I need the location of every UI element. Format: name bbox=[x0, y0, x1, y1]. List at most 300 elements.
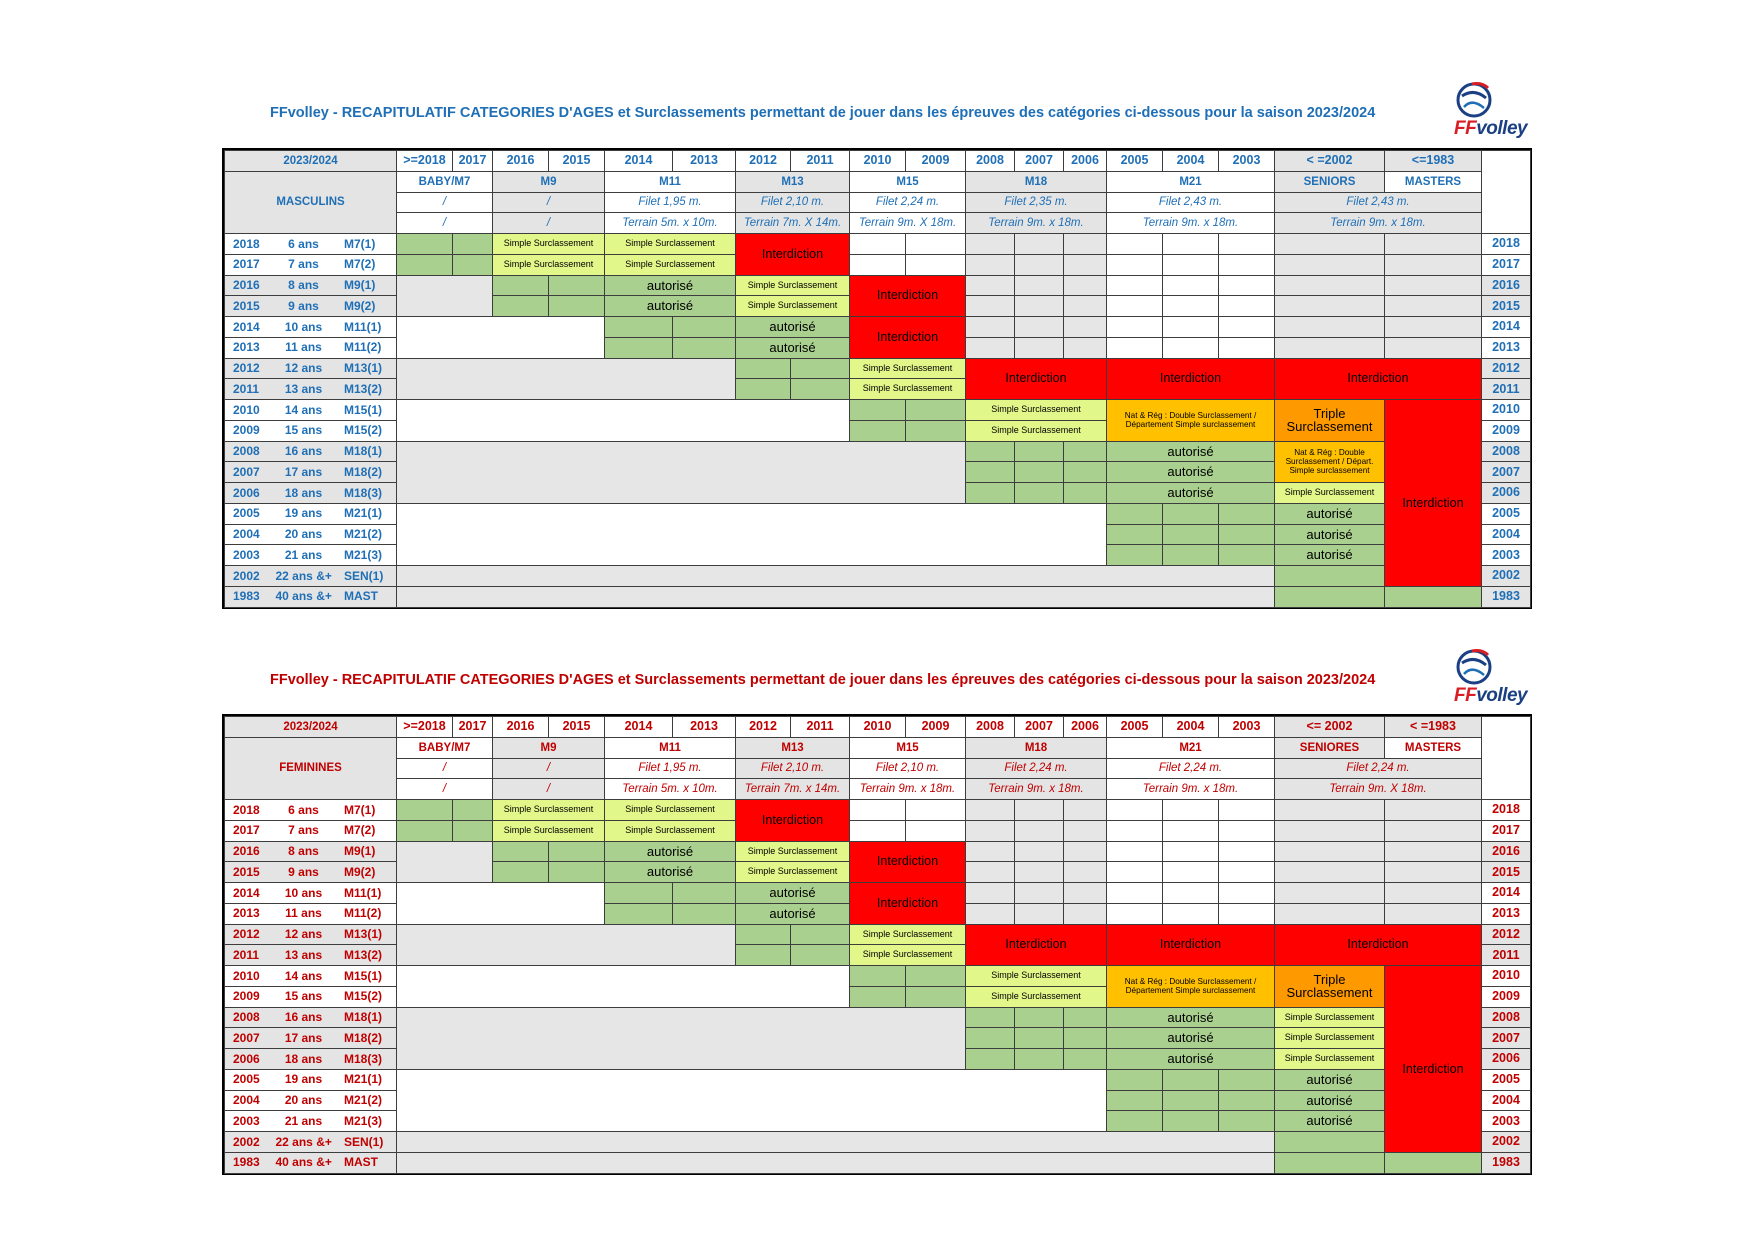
row-age: 20 ans bbox=[284, 1093, 323, 1108]
blank-cell bbox=[1063, 482, 1107, 504]
row-label bbox=[224, 378, 397, 400]
blank-cell bbox=[1014, 441, 1064, 463]
row-end-year: 2002 bbox=[1481, 565, 1531, 587]
row-year: 2011 bbox=[233, 381, 260, 396]
empty-cell bbox=[1162, 799, 1219, 821]
row-label bbox=[224, 986, 397, 1008]
filet-height: Filet 2,43 m. bbox=[1106, 192, 1275, 214]
category-header: M18 bbox=[965, 171, 1107, 193]
row-age: 12 ans bbox=[284, 927, 323, 942]
year-header: >=2018 bbox=[396, 716, 453, 738]
year-header: 2011 bbox=[790, 716, 850, 738]
blank-cell bbox=[452, 254, 493, 276]
blank-cell bbox=[396, 799, 453, 821]
row-label bbox=[224, 944, 397, 966]
row-age: 11 ans bbox=[285, 906, 322, 921]
row-category: M13(1) bbox=[344, 361, 383, 376]
terrain-size: / bbox=[396, 778, 493, 800]
empty-cell bbox=[1218, 233, 1275, 255]
row-year: 2009 bbox=[233, 989, 260, 1004]
category-header: M18 bbox=[965, 737, 1107, 759]
filet-height: / bbox=[396, 758, 493, 780]
empty-cell bbox=[1063, 316, 1107, 338]
empty-cell bbox=[965, 275, 1015, 297]
blank-cell bbox=[735, 378, 791, 400]
row-year: 2003 bbox=[233, 547, 260, 562]
empty-cell bbox=[965, 861, 1015, 883]
simple-surclassement-cell: Simple Surclassement bbox=[604, 233, 736, 255]
row-label bbox=[224, 482, 397, 504]
row-year: 2012 bbox=[233, 361, 260, 376]
blank-cell bbox=[1014, 482, 1064, 504]
empty-cell bbox=[1274, 233, 1385, 255]
row-year: 2005 bbox=[233, 1072, 260, 1087]
empty-cell bbox=[1384, 233, 1482, 255]
simple-surclassement-cell: Simple Surclassement bbox=[735, 295, 850, 317]
filet-height: Filet 2,24 m. bbox=[1106, 758, 1275, 780]
blank-cell bbox=[735, 924, 791, 946]
blank-cell bbox=[1063, 1048, 1107, 1070]
row-age: 6 ans bbox=[288, 236, 319, 251]
empty-cell bbox=[965, 254, 1015, 276]
blank-cell bbox=[452, 820, 493, 842]
empty-cell bbox=[1274, 295, 1385, 317]
row-category: M7(2) bbox=[344, 823, 376, 838]
empty-cell bbox=[1384, 254, 1482, 276]
empty-cell bbox=[1162, 820, 1219, 842]
double-surclassement-cell: Nat & Rég : Double Surclassement / Départ. Simple surclassement bbox=[1274, 441, 1385, 484]
row-label bbox=[224, 420, 397, 442]
empty-cell bbox=[1218, 337, 1275, 359]
empty-cell bbox=[1274, 820, 1385, 842]
autorise-cell: autorisé bbox=[735, 882, 850, 904]
filet-height: Filet 2,10 m. bbox=[735, 192, 850, 214]
blank-cell bbox=[965, 441, 1015, 463]
row-label bbox=[224, 461, 397, 483]
blank-cell bbox=[396, 1131, 1275, 1153]
autorise-cell: autorisé bbox=[604, 295, 736, 317]
simple-surclassement-cell: Simple Surclassement bbox=[604, 820, 736, 842]
blank-cell bbox=[1274, 1131, 1385, 1153]
simple-surclassement-cell: Simple Surclassement bbox=[965, 399, 1107, 421]
year-header: 2005 bbox=[1106, 716, 1163, 738]
year-header: 2007 bbox=[1014, 716, 1064, 738]
year-header: 2010 bbox=[849, 716, 906, 738]
blank-cell bbox=[452, 233, 493, 255]
empty-cell bbox=[1063, 295, 1107, 317]
category-header: SENIORS bbox=[1274, 171, 1385, 193]
blank-cell bbox=[790, 944, 850, 966]
terrain-size: / bbox=[492, 212, 605, 234]
autorise-cell: autorisé bbox=[735, 903, 850, 925]
section-label: MASCULINS bbox=[224, 171, 397, 234]
empty-cell bbox=[965, 882, 1015, 904]
empty-cell bbox=[1106, 903, 1163, 925]
empty-cell bbox=[1162, 254, 1219, 276]
empty-cell bbox=[1384, 316, 1482, 338]
filet-height: Filet 2,24 m. bbox=[849, 192, 966, 214]
row-label bbox=[224, 882, 397, 904]
category-header: BABY/M7 bbox=[396, 737, 493, 759]
blank-cell bbox=[1162, 1090, 1219, 1112]
blank-cell bbox=[965, 1007, 1015, 1029]
category-header: M21 bbox=[1106, 171, 1275, 193]
empty-cell bbox=[1063, 233, 1107, 255]
empty-cell bbox=[1106, 337, 1163, 359]
blank-cell bbox=[396, 316, 605, 359]
simple-surclassement-cell: Simple Surclassement bbox=[1274, 1048, 1385, 1070]
empty-cell bbox=[1106, 820, 1163, 842]
triple-surclassement-cell: Triple Surclassement bbox=[1274, 399, 1385, 442]
empty-cell bbox=[1274, 254, 1385, 276]
year-header: >=2018 bbox=[396, 150, 453, 172]
category-header: M21 bbox=[1106, 737, 1275, 759]
category-header: M15 bbox=[849, 171, 966, 193]
row-year: 2002 bbox=[233, 1134, 260, 1149]
empty-cell bbox=[1063, 841, 1107, 863]
blank-cell bbox=[1274, 1152, 1385, 1174]
empty-cell bbox=[1014, 841, 1064, 863]
row-end-year: 2013 bbox=[1481, 903, 1531, 925]
row-year: 2016 bbox=[233, 278, 260, 293]
row-year: 2012 bbox=[233, 927, 260, 942]
row-label bbox=[224, 524, 397, 546]
interdiction-cell: Interdiction bbox=[735, 233, 850, 276]
category-header: MASTERS bbox=[1384, 171, 1482, 193]
row-year: 2009 bbox=[233, 423, 260, 438]
filet-height: Filet 2,10 m. bbox=[735, 758, 850, 780]
row-end-year: 2009 bbox=[1481, 986, 1531, 1008]
autorise-cell: autorisé bbox=[604, 861, 736, 883]
year-header: 2011 bbox=[790, 150, 850, 172]
row-year: 2013 bbox=[233, 340, 260, 355]
blank-cell bbox=[396, 254, 453, 276]
row-category: M9(2) bbox=[344, 298, 376, 313]
row-year: 2010 bbox=[233, 402, 260, 417]
simple-surclassement-cell: Simple Surclassement bbox=[492, 254, 605, 276]
row-label bbox=[224, 503, 397, 525]
row-end-year: 2015 bbox=[1481, 295, 1531, 317]
blank-cell bbox=[604, 316, 673, 338]
blank-cell bbox=[1063, 441, 1107, 463]
row-age: 7 ans bbox=[288, 823, 319, 838]
empty-cell bbox=[1014, 903, 1064, 925]
row-category: MAST bbox=[344, 1155, 378, 1170]
row-category: M9(2) bbox=[344, 864, 376, 879]
blank-cell bbox=[965, 1048, 1015, 1070]
simple-surclassement-cell: Simple Surclassement bbox=[735, 841, 850, 863]
row-category: M11(1) bbox=[344, 319, 382, 334]
blank-cell bbox=[452, 799, 493, 821]
empty-cell bbox=[1162, 316, 1219, 338]
blank-cell bbox=[672, 337, 736, 359]
feminines-title: FFvolley - RECAPITULATIF CATEGORIES D'AGES et Surclassements permettant de jouer dans les épreuves des catégories ci-dessous pour la saison 2023/2024 bbox=[270, 672, 1376, 688]
empty-cell bbox=[905, 820, 966, 842]
row-age: 19 ans bbox=[284, 506, 323, 521]
blank-cell bbox=[396, 1069, 1107, 1132]
row-year: 2007 bbox=[233, 1030, 260, 1045]
row-end-year: 2005 bbox=[1481, 503, 1531, 525]
row-category: M21(1) bbox=[344, 506, 383, 521]
row-year: 2004 bbox=[233, 527, 260, 542]
simple-surclassement-cell: Simple Surclassement bbox=[849, 358, 966, 380]
blank-cell bbox=[965, 461, 1015, 483]
year-header: 2004 bbox=[1162, 716, 1219, 738]
blank-cell bbox=[735, 358, 791, 380]
blank-cell bbox=[1063, 1027, 1107, 1049]
terrain-size: Terrain 9m. x 18m. bbox=[1106, 778, 1275, 800]
blank-cell bbox=[1162, 544, 1219, 566]
blank-cell bbox=[396, 565, 1275, 587]
blank-cell bbox=[1274, 586, 1385, 608]
autorise-cell: autorisé bbox=[604, 275, 736, 297]
blank-cell bbox=[965, 482, 1015, 504]
autorise-cell: autorisé bbox=[1274, 1110, 1385, 1132]
row-age: 16 ans bbox=[284, 1010, 323, 1025]
row-category: M13(2) bbox=[344, 947, 383, 962]
row-year: 2008 bbox=[233, 444, 260, 459]
interdiction-cell: Interdiction bbox=[965, 358, 1107, 401]
empty-cell bbox=[965, 841, 1015, 863]
row-label bbox=[224, 337, 397, 359]
row-label bbox=[224, 316, 397, 338]
year-header: < =2002 bbox=[1274, 150, 1385, 172]
row-end-year: 1983 bbox=[1481, 1152, 1531, 1174]
blank-cell bbox=[396, 586, 1275, 608]
year-header: 2015 bbox=[548, 716, 605, 738]
blank-cell bbox=[905, 399, 966, 421]
simple-surclassement-cell: Simple Surclassement bbox=[965, 965, 1107, 987]
ffvolley-logo bbox=[1452, 647, 1532, 707]
year-header: 2006 bbox=[1063, 716, 1107, 738]
autorise-cell: autorisé bbox=[1274, 524, 1385, 546]
row-age: 22 ans &+ bbox=[275, 1134, 332, 1149]
empty-cell bbox=[1162, 295, 1219, 317]
autorise-cell: autorisé bbox=[1106, 1007, 1275, 1029]
terrain-size: Terrain 7m. X 14m. bbox=[735, 212, 850, 234]
row-year: 2002 bbox=[233, 568, 260, 583]
terrain-size: Terrain 9m. x 18m. bbox=[849, 778, 966, 800]
autorise-cell: autorisé bbox=[1106, 1048, 1275, 1070]
blank-cell bbox=[1384, 1152, 1482, 1174]
empty-cell bbox=[965, 316, 1015, 338]
simple-surclassement-cell: Simple Surclassement bbox=[965, 420, 1107, 442]
empty-cell bbox=[905, 799, 966, 821]
row-end-year: 2009 bbox=[1481, 420, 1531, 442]
row-year: 1983 bbox=[233, 589, 260, 604]
empty-cell bbox=[1218, 903, 1275, 925]
autorise-cell: autorisé bbox=[1106, 461, 1275, 483]
autorise-cell: autorisé bbox=[1106, 1027, 1275, 1049]
row-end-year: 2008 bbox=[1481, 441, 1531, 463]
blank-cell bbox=[604, 903, 673, 925]
year-header: 2005 bbox=[1106, 150, 1163, 172]
empty-cell bbox=[1014, 799, 1064, 821]
blank-cell bbox=[1106, 1090, 1163, 1112]
empty-cell bbox=[1384, 820, 1482, 842]
row-year: 2015 bbox=[233, 864, 260, 879]
empty-cell bbox=[1274, 841, 1385, 863]
blank-cell bbox=[965, 1027, 1015, 1049]
empty-cell bbox=[1274, 882, 1385, 904]
row-age: 18 ans bbox=[284, 1051, 323, 1066]
row-end-year: 2017 bbox=[1481, 254, 1531, 276]
empty-cell bbox=[905, 233, 966, 255]
row-end-year: 2006 bbox=[1481, 482, 1531, 504]
blank-cell bbox=[1106, 1110, 1163, 1132]
interdiction-cell: Interdiction bbox=[1384, 965, 1482, 1174]
blank-cell bbox=[1106, 524, 1163, 546]
year-header: 2013 bbox=[672, 150, 736, 172]
year-header: <=1983 bbox=[1384, 150, 1482, 172]
row-label bbox=[224, 841, 397, 863]
blank-cell bbox=[905, 986, 966, 1008]
row-age: 19 ans bbox=[284, 1072, 323, 1087]
category-header: BABY/M7 bbox=[396, 171, 493, 193]
interdiction-cell: Interdiction bbox=[1106, 924, 1275, 967]
blank-cell bbox=[1162, 524, 1219, 546]
row-age: 22 ans &+ bbox=[275, 568, 332, 583]
year-header: 2012 bbox=[735, 150, 791, 172]
terrain-size: Terrain 9m. X 18m. bbox=[1274, 778, 1482, 800]
year-header: 2012 bbox=[735, 716, 791, 738]
empty-cell bbox=[1218, 841, 1275, 863]
row-category: M18(2) bbox=[344, 464, 383, 479]
row-category: M7(1) bbox=[344, 802, 376, 817]
empty-cell bbox=[1063, 882, 1107, 904]
row-label bbox=[224, 1152, 397, 1174]
row-label bbox=[224, 1027, 397, 1049]
row-category: M18(3) bbox=[344, 1051, 383, 1066]
row-year: 2004 bbox=[233, 1093, 260, 1108]
row-year: 2017 bbox=[233, 257, 260, 272]
row-category: M21(2) bbox=[344, 1093, 383, 1108]
empty-cell bbox=[1106, 861, 1163, 883]
row-year: 2003 bbox=[233, 1113, 260, 1128]
row-age: 13 ans bbox=[284, 381, 323, 396]
empty-cell bbox=[905, 254, 966, 276]
row-end-year: 2010 bbox=[1481, 399, 1531, 421]
empty-cell bbox=[1218, 799, 1275, 821]
row-category: M7(1) bbox=[344, 236, 376, 251]
logo-volley: volley bbox=[1476, 118, 1528, 139]
row-category: M15(1) bbox=[344, 402, 383, 417]
ffvolley-logo bbox=[1452, 80, 1532, 140]
empty-cell bbox=[965, 903, 1015, 925]
year-header: 2009 bbox=[905, 716, 966, 738]
row-label bbox=[224, 254, 397, 276]
blank-cell bbox=[1063, 1007, 1107, 1029]
empty-cell bbox=[1162, 337, 1219, 359]
empty-cell bbox=[1106, 275, 1163, 297]
row-label bbox=[224, 799, 397, 821]
blank-cell bbox=[548, 841, 605, 863]
row-label bbox=[224, 275, 397, 297]
row-category: M18(3) bbox=[344, 485, 383, 500]
blank-cell bbox=[1274, 565, 1385, 587]
row-age: 16 ans bbox=[284, 444, 323, 459]
empty-cell bbox=[1384, 275, 1482, 297]
blank-cell bbox=[492, 275, 549, 297]
interdiction-cell: Interdiction bbox=[965, 924, 1107, 967]
interdiction-cell: Interdiction bbox=[849, 841, 966, 884]
terrain-size: Terrain 9m. x 18m. bbox=[965, 778, 1107, 800]
empty-cell bbox=[1384, 903, 1482, 925]
row-end-year: 2002 bbox=[1481, 1131, 1531, 1153]
simple-surclassement-cell: Simple Surclassement bbox=[492, 233, 605, 255]
row-end-year: 2013 bbox=[1481, 337, 1531, 359]
row-end-year: 2003 bbox=[1481, 544, 1531, 566]
empty-cell bbox=[1274, 799, 1385, 821]
empty-cell bbox=[1274, 275, 1385, 297]
empty-cell bbox=[1162, 233, 1219, 255]
empty-cell bbox=[1014, 275, 1064, 297]
row-age: 12 ans bbox=[284, 361, 323, 376]
row-age: 20 ans bbox=[284, 527, 323, 542]
autorise-cell: autorisé bbox=[1106, 441, 1275, 463]
interdiction-cell: Interdiction bbox=[849, 882, 966, 925]
blank-cell bbox=[1218, 503, 1275, 525]
empty-cell bbox=[1106, 882, 1163, 904]
row-label bbox=[224, 965, 397, 987]
year-header: 2016 bbox=[492, 150, 549, 172]
empty-cell bbox=[1063, 799, 1107, 821]
simple-surclassement-cell: Simple Surclassement bbox=[1274, 1007, 1385, 1029]
category-header: SENIORES bbox=[1274, 737, 1385, 759]
empty-cell bbox=[849, 799, 906, 821]
terrain-size: Terrain 7m. x 14m. bbox=[735, 778, 850, 800]
masculins-table bbox=[222, 148, 1532, 609]
row-age: 9 ans bbox=[288, 864, 319, 879]
row-age: 8 ans bbox=[288, 278, 319, 293]
simple-surclassement-cell: Simple Surclassement bbox=[735, 861, 850, 883]
autorise-cell: autorisé bbox=[604, 841, 736, 863]
empty-cell bbox=[965, 233, 1015, 255]
year-header: 2015 bbox=[548, 150, 605, 172]
filet-height: Filet 2,24 m. bbox=[1274, 758, 1482, 780]
simple-surclassement-cell: Simple Surclassement bbox=[492, 799, 605, 821]
blank-cell bbox=[548, 295, 605, 317]
row-year: 2018 bbox=[233, 802, 260, 817]
row-label bbox=[224, 358, 397, 380]
row-year: 2018 bbox=[233, 236, 260, 251]
row-category: M15(2) bbox=[344, 423, 383, 438]
row-category: M21(1) bbox=[344, 1072, 383, 1087]
blank-cell bbox=[905, 420, 966, 442]
simple-surclassement-cell: Simple Surclassement bbox=[492, 820, 605, 842]
blank-cell bbox=[492, 841, 549, 863]
empty-cell bbox=[1274, 316, 1385, 338]
row-end-year: 2014 bbox=[1481, 882, 1531, 904]
interdiction-cell: Interdiction bbox=[849, 275, 966, 318]
row-year: 2014 bbox=[233, 319, 260, 334]
blank-cell bbox=[1014, 1027, 1064, 1049]
year-header: 2017 bbox=[452, 716, 493, 738]
simple-surclassement-cell: Simple Surclassement bbox=[849, 378, 966, 400]
empty-cell bbox=[1384, 882, 1482, 904]
terrain-size: / bbox=[396, 212, 493, 234]
autorise-cell: autorisé bbox=[1274, 1069, 1385, 1091]
row-age: 11 ans bbox=[285, 340, 322, 355]
year-header: 2003 bbox=[1218, 716, 1275, 738]
corner-cell bbox=[1481, 716, 1531, 800]
filet-height: Filet 2,35 m. bbox=[965, 192, 1107, 214]
interdiction-cell: Interdiction bbox=[1274, 358, 1482, 401]
row-end-year: 2004 bbox=[1481, 524, 1531, 546]
interdiction-cell: Interdiction bbox=[735, 799, 850, 842]
year-header: 2014 bbox=[604, 716, 673, 738]
empty-cell bbox=[1063, 861, 1107, 883]
